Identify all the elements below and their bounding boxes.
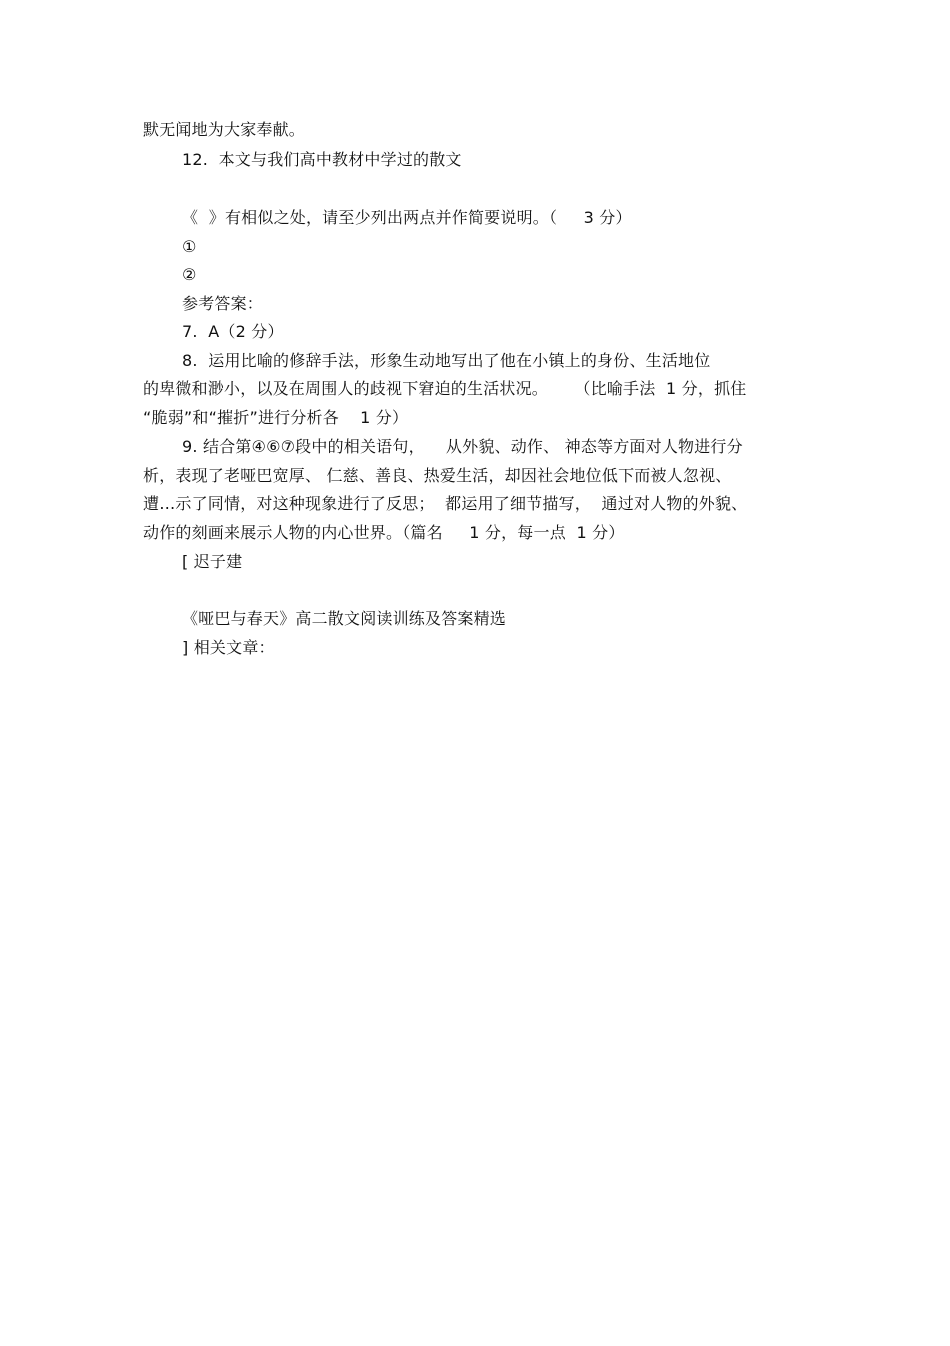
answer-8-line-3: “脆弱”和“摧折”进行分析各 1 分）	[143, 408, 409, 427]
answer-blank-2: ②	[182, 265, 197, 284]
answer-9-line-4: 动作的刻画来展示人物的内心世界。（篇名 1 分，每一点 1 分）	[143, 523, 625, 542]
text-line-continuation: 默无闻地为大家奉献。	[143, 120, 306, 139]
answer-8-line-2: 的卑微和渺小，以及在周围人的歧视下窘迫的生活状况。 （比喻手法 1 分，抓住	[143, 379, 747, 398]
article-title-line: 《哑巴与春天》高二散文阅读训练及答案精选	[182, 609, 507, 628]
answer-9-line-1: 9. 结合第④⑥⑦段中的相关语句， 从外貌、动作、 神态等方面对人物进行分	[182, 437, 743, 456]
answer-8-line-1: 8. 运用比喻的修辞手法，形象生动地写出了他在小镇上的身份、生活地位	[182, 351, 711, 370]
question-12-line-2: 《 》有相似之处，请至少列出两点并作简要说明。（ 3 分）	[182, 208, 632, 227]
question-12-line-1: 12. 本文与我们高中教材中学过的散文	[182, 150, 462, 169]
related-articles-line: ] 相关文章：	[182, 638, 275, 657]
answer-7: 7. A（2 分）	[182, 322, 284, 341]
answer-9-line-2: 析，表现了老哑巴宽厚、 仁慈、善良、热爱生活，却因社会地位低下而被人忽视、	[143, 466, 732, 485]
author-line: [ 迟子建	[182, 552, 243, 571]
reference-answer-heading: 参考答案：	[182, 294, 264, 313]
answer-9-line-3: 遭…示了同情，对这种现象进行了反思； 都运用了细节描写， 通过对人物的外貌、	[143, 494, 748, 513]
answer-blank-1: ①	[182, 237, 197, 256]
